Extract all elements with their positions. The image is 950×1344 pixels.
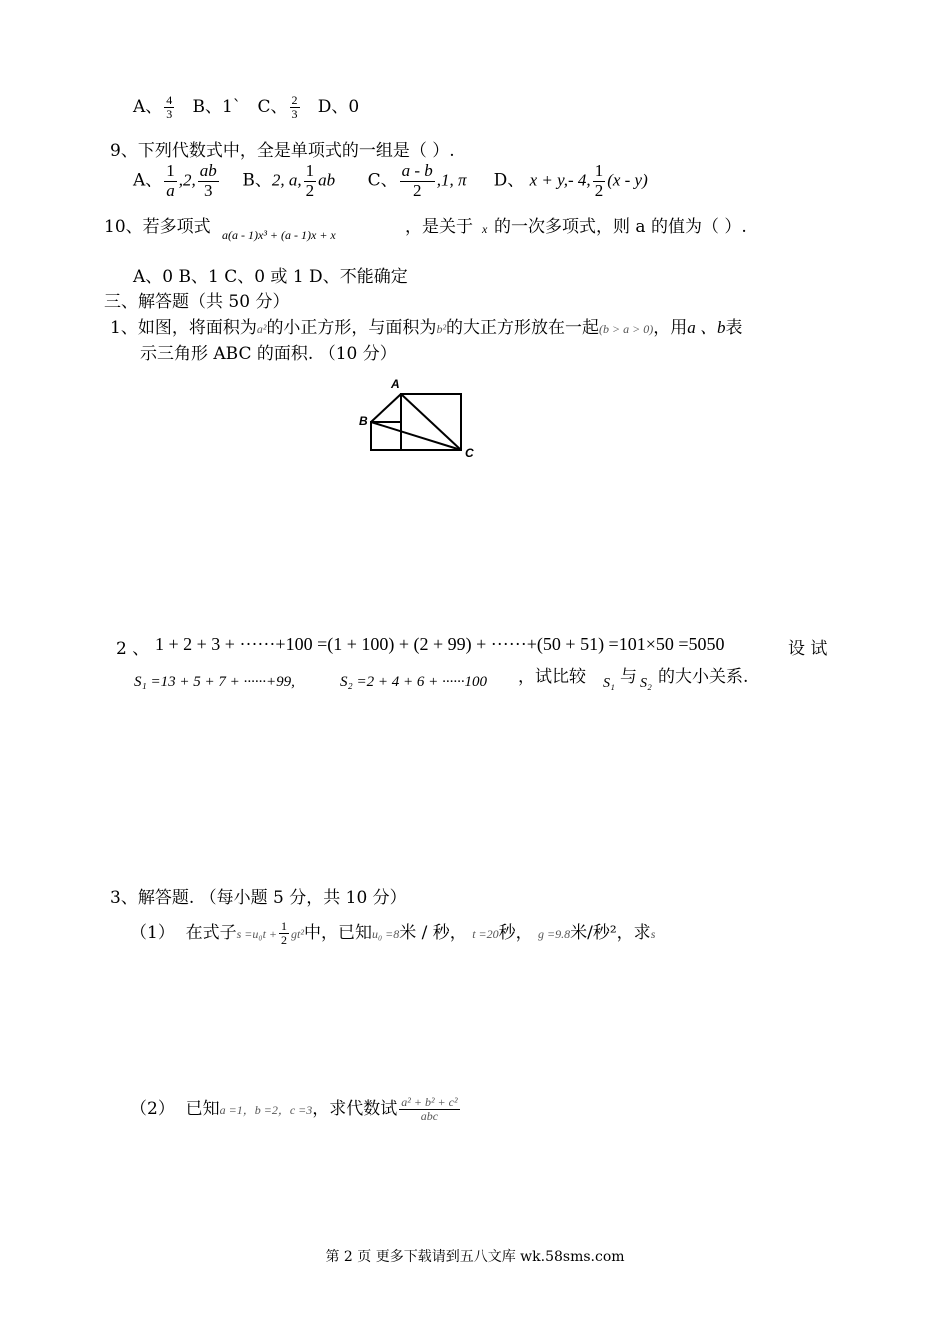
q9-a-label: A、 xyxy=(133,170,163,191)
q10-variable: x xyxy=(482,222,488,236)
b-squared: b² xyxy=(436,322,447,336)
problem-2-label: 2 、 xyxy=(116,639,150,659)
q8-option-d: D、0 xyxy=(317,97,360,117)
segment-ab xyxy=(371,394,401,422)
q8-option-b: B、1` xyxy=(192,97,242,117)
q8-option-a-fraction: $\frac{4}{3}$ xyxy=(166,92,173,121)
q9-a-frac1: $\frac{1}{a}$ xyxy=(166,161,175,200)
q10-options: A、0 B、1 C、0 或 1 D、不能确定 xyxy=(133,267,408,287)
label-b: B xyxy=(359,414,368,428)
label-c: C xyxy=(465,446,474,460)
label-a: A xyxy=(391,377,400,391)
q10-stem-end: 的一次多项式，则 a 的值为（ ）. xyxy=(494,217,747,237)
square-triangle-figure xyxy=(355,372,485,464)
compare-text: ，试比较 xyxy=(518,667,586,687)
s1-symbol: S₁ xyxy=(603,676,615,691)
section-3-heading: 三、解答题（共 50 分） xyxy=(104,292,290,312)
segment-bc xyxy=(371,422,461,450)
q10-polynomial: a(a - 1)x³ + (a - 1)x + x xyxy=(222,228,336,242)
s2-definition: S₂ =2 + 4 + 6 + ······100 xyxy=(340,674,487,690)
q9-stem: 9、下列代数式中，全是单项式的一组是（ ）. xyxy=(110,141,455,161)
a-b-vars: a 、b xyxy=(687,318,726,337)
q9-b-frac: $\frac{1}{2}$ xyxy=(305,161,315,200)
q9-d-expr: x + y,- 4, xyxy=(529,170,591,190)
q9-c-tail: ,1, π xyxy=(436,170,467,190)
with-text: 与 xyxy=(620,667,637,687)
q9-c-label: C、 xyxy=(367,170,398,191)
problem-3-sub1: （1） 在式子s =u₀t + $\frac{1}{2}$ gt²中，已知u₀ =8米 / 秒， t =20秒， g =9.8米/秒²，求s xyxy=(130,918,656,947)
q8-option-c-label: C、 xyxy=(257,97,288,117)
a-squared: a² xyxy=(256,322,267,336)
q9-options xyxy=(133,162,648,200)
condition: (b > a > 0) xyxy=(599,322,654,336)
q9-b-expr: 2, a, xyxy=(271,170,302,190)
q9-b-label: B、 xyxy=(242,170,272,191)
problem-2-expression: 1 + 2 + 3 + ······+100 =(1 + 100) + (2 + 99) + ······+(50 + 51) =101×50 =5050 xyxy=(155,634,725,654)
problem-2-tail: 设 试 xyxy=(788,639,828,659)
q8-options xyxy=(133,92,359,121)
q9-a-frac2: $\frac{ab}{3}$ xyxy=(199,161,217,200)
problem-3-sub2: （2） 已知a =1，b =2，c =3，求代数试 $\frac{\text{a² + b² + c²}}{\text{abc}}$ xyxy=(130,1094,458,1123)
q9-d-tail: (x - y) xyxy=(607,170,648,190)
q8-option-a-label: A、 xyxy=(133,97,163,117)
q9-d-frac: $\frac{1}{2}$ xyxy=(594,161,604,200)
q8-option-c-fraction: $\frac{2}{3}$ xyxy=(291,92,298,121)
q9-c-frac: $\frac{a - b}{2}$ xyxy=(401,161,433,200)
s2-symbol: S₂ xyxy=(640,676,652,691)
q9-a-mid: ,2, xyxy=(178,170,196,190)
problem-1-line2: 示三角形 ABC 的面积. （10 分） xyxy=(140,344,397,364)
q9-b-tail: ab xyxy=(318,170,336,190)
s1-definition: S₁ =13 + 5 + 7 + ······+99, xyxy=(134,674,295,690)
q10-stem-mid: ，是关于 xyxy=(405,217,473,237)
end-text: 的大小关系. xyxy=(658,667,749,687)
problem-3-heading: 3、解答题. （每小题 5 分，共 10 分） xyxy=(110,888,407,908)
q9-d-label: D、 xyxy=(493,170,525,191)
problem-1-line1: 1、如图，将面积为a²的小正方形，与面积为b²的大正方形放在一起(b > a > 0)，用a 、b表 xyxy=(110,318,743,338)
q10-stem-start: 10、若多项式 xyxy=(104,217,211,237)
page-footer: 第 2 页 更多下载请到五八文库 wk.58sms.com xyxy=(325,1249,625,1265)
